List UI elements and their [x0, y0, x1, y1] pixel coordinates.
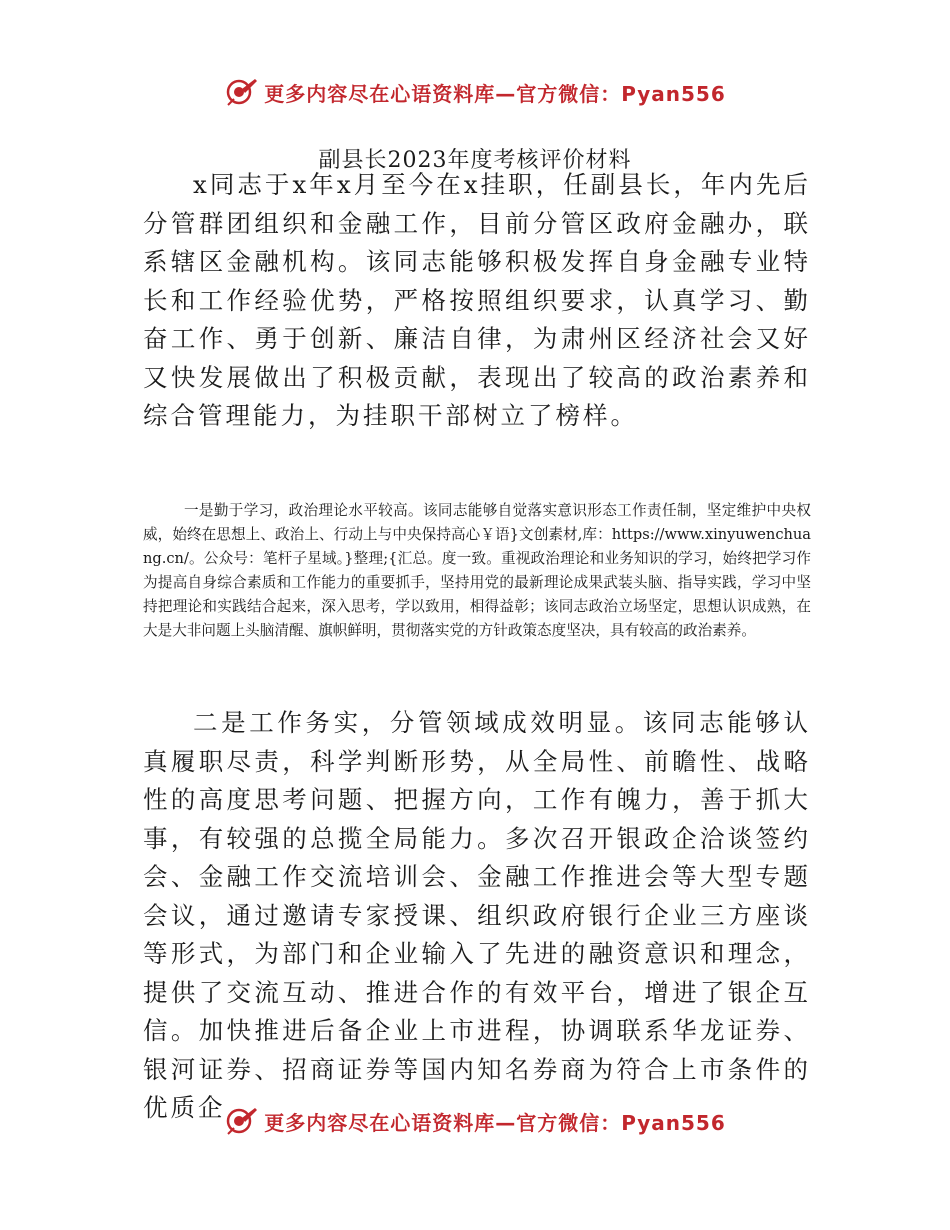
paragraph-intro: x同志于x年x月至今在x挂职，任副县长，年内先后分管群团组织和金融工作，目前分管区政府金融办，联系辖区金融机构。该同志能够积极发挥自身金融专业特长和工作经验优势，严格按照组织要求，认真学习、勤奋工作、勇于创新、廉洁自律，为肃州区经济社会又好又快发展做出了积极贡献，表现出了较高的政治素养和综合管理能力，为挂职干部树立了榜样。 [143, 170, 811, 430]
watermark-text: 更多内容尽在心语资料库—官方微信：Pyan556 [264, 81, 726, 106]
document-title: 副县长2023年度考核评价材料 [318, 148, 632, 173]
paragraph-study: 一是勤于学习，政治理论水平较高。该同志能够自觉落实意识形态工作责任制，坚定维护中央权威，始终在思想上、政治上、行动上与中央保持高心￥语}文创素材,库：https://www.xinyuwenchuang.cn/。公众号：笔杆子星域。}整理;{汇总。度一致。重视政治理论和业务知识的学习，始终把学习作为提高自身综合素质和工作能力的重要抓手，坚持用党的最新理论成果武装头脑、指导实践，学习中坚持把理论和实践结合起来，深入思考，学以致用，相得益彰；该同志政治立场坚定，思想认识成熟，在大是大非问题上头脑清醒、旗帜鲜明，贯彻落实党的方针政策态度坚决，具有较高的政治素养。 [143, 502, 811, 639]
header-watermark-banner [0, 72, 950, 112]
pen-circle-logo-icon [224, 75, 258, 109]
watermark-text: 更多内容尽在心语资料库—官方微信：Pyan556 [264, 1110, 726, 1135]
footer-watermark-banner [0, 1101, 950, 1141]
pen-circle-logo-icon [224, 1104, 258, 1138]
paragraph-work: 二是工作务实，分管领域成效明显。该同志能够认真履职尽责，科学判断形势，从全局性、前瞻性、战略性的高度思考问题、把握方向，工作有魄力，善于抓大事，有较强的总揽全局能力。多次召开银政企洽谈签约会、金融工作交流培训会、金融工作推进会等大型专题会议，通过邀请专家授课、组织政府银行企业三方座谈等形式，为部门和企业输入了先进的融资意识和理念，提供了交流互动、推进合作的有效平台，增进了银企互信。加快推进后备企业上市进程，协调联系华龙证券、银河证券、招商证券等国内知名券商为符合上市条件的优质企 [143, 708, 811, 1122]
